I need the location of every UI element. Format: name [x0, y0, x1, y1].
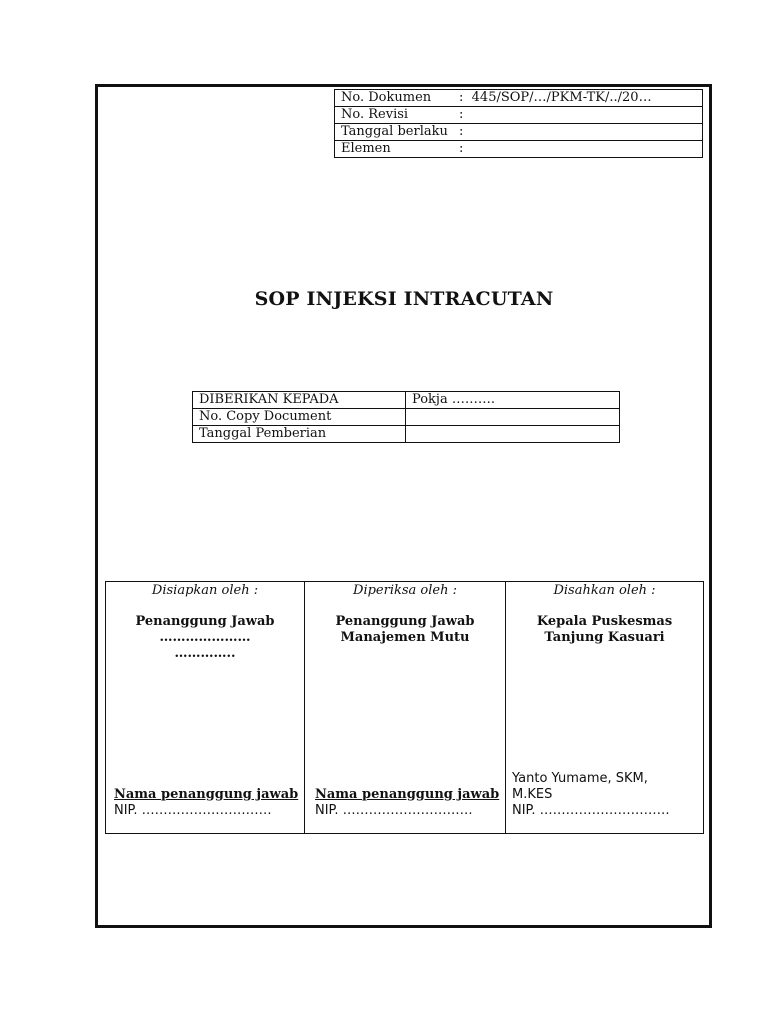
approval-table: [105, 581, 704, 834]
doc-info-row: [335, 107, 703, 124]
distribution-value: [406, 409, 620, 426]
distribution-row: [193, 392, 620, 409]
doc-info-sep: :: [459, 141, 464, 156]
distribution-row: [193, 409, 620, 426]
approval-position: Manajemen Mutu: [340, 630, 470, 645]
approval-row: [106, 582, 704, 834]
approver-nip: NIP. …………………………: [315, 803, 473, 818]
approval-position: Kepala Puskesmas: [536, 614, 673, 629]
approver-name: Nama penanggung jawab: [315, 787, 500, 802]
doc-info-label: Tanggal berlaku: [341, 124, 448, 139]
doc-info-cell: [335, 90, 703, 107]
approver-nip: NIP. …………………………: [114, 803, 272, 818]
doc-info-value: 445/SOP/…/PKM-TK/../20…: [471, 90, 652, 105]
approval-role: Disahkan oleh :: [553, 583, 656, 598]
approver-name-suffix: M.KES: [512, 787, 553, 802]
doc-info-sep: :: [459, 90, 464, 105]
doc-info-sep: :: [459, 107, 464, 122]
approval-position-dots: …………..: [174, 646, 236, 661]
approver-name: Yanto Yumame, SKM,: [512, 771, 648, 786]
distribution-label: No. Copy Document: [193, 409, 406, 426]
document-info-table: [334, 89, 703, 158]
doc-info-label: No. Revisi: [341, 107, 409, 122]
approval-position: Penanggung Jawab: [135, 614, 275, 629]
doc-info-cell: [335, 141, 703, 158]
distribution-label: DIBERIKAN KEPADA: [193, 392, 406, 409]
doc-info-cell: [335, 124, 703, 141]
approver-nip: NIP. …………………………: [512, 803, 670, 818]
distribution-label: Tanggal Pemberian: [193, 426, 406, 443]
approval-role: Diperiksa oleh :: [353, 583, 457, 598]
approval-cell-checked: [305, 582, 506, 834]
approval-position: Tanjung Kasuari: [544, 630, 665, 645]
approval-role: Disiapkan oleh :: [151, 583, 259, 598]
doc-info-row: [335, 124, 703, 141]
approval-cell-prepared: [106, 582, 305, 834]
approval-position: Penanggung Jawab: [335, 614, 475, 629]
document-title: SOP INJEKSI INTRACUTAN: [254, 288, 554, 310]
approval-position-dots: …………………: [159, 630, 251, 645]
doc-info-label: Elemen: [341, 141, 391, 156]
approval-cell-approved: [506, 582, 704, 834]
approver-name: Nama penanggung jawab: [114, 787, 299, 802]
distribution-value: [406, 426, 620, 443]
doc-info-row: [335, 141, 703, 158]
doc-info-label: No. Dokumen: [341, 90, 432, 105]
distribution-value: Pokja ……….: [406, 392, 620, 409]
doc-info-cell: [335, 107, 703, 124]
doc-info-row: [335, 90, 703, 107]
doc-info-sep: :: [459, 124, 464, 139]
distribution-table: [192, 391, 620, 443]
distribution-row: [193, 426, 620, 443]
